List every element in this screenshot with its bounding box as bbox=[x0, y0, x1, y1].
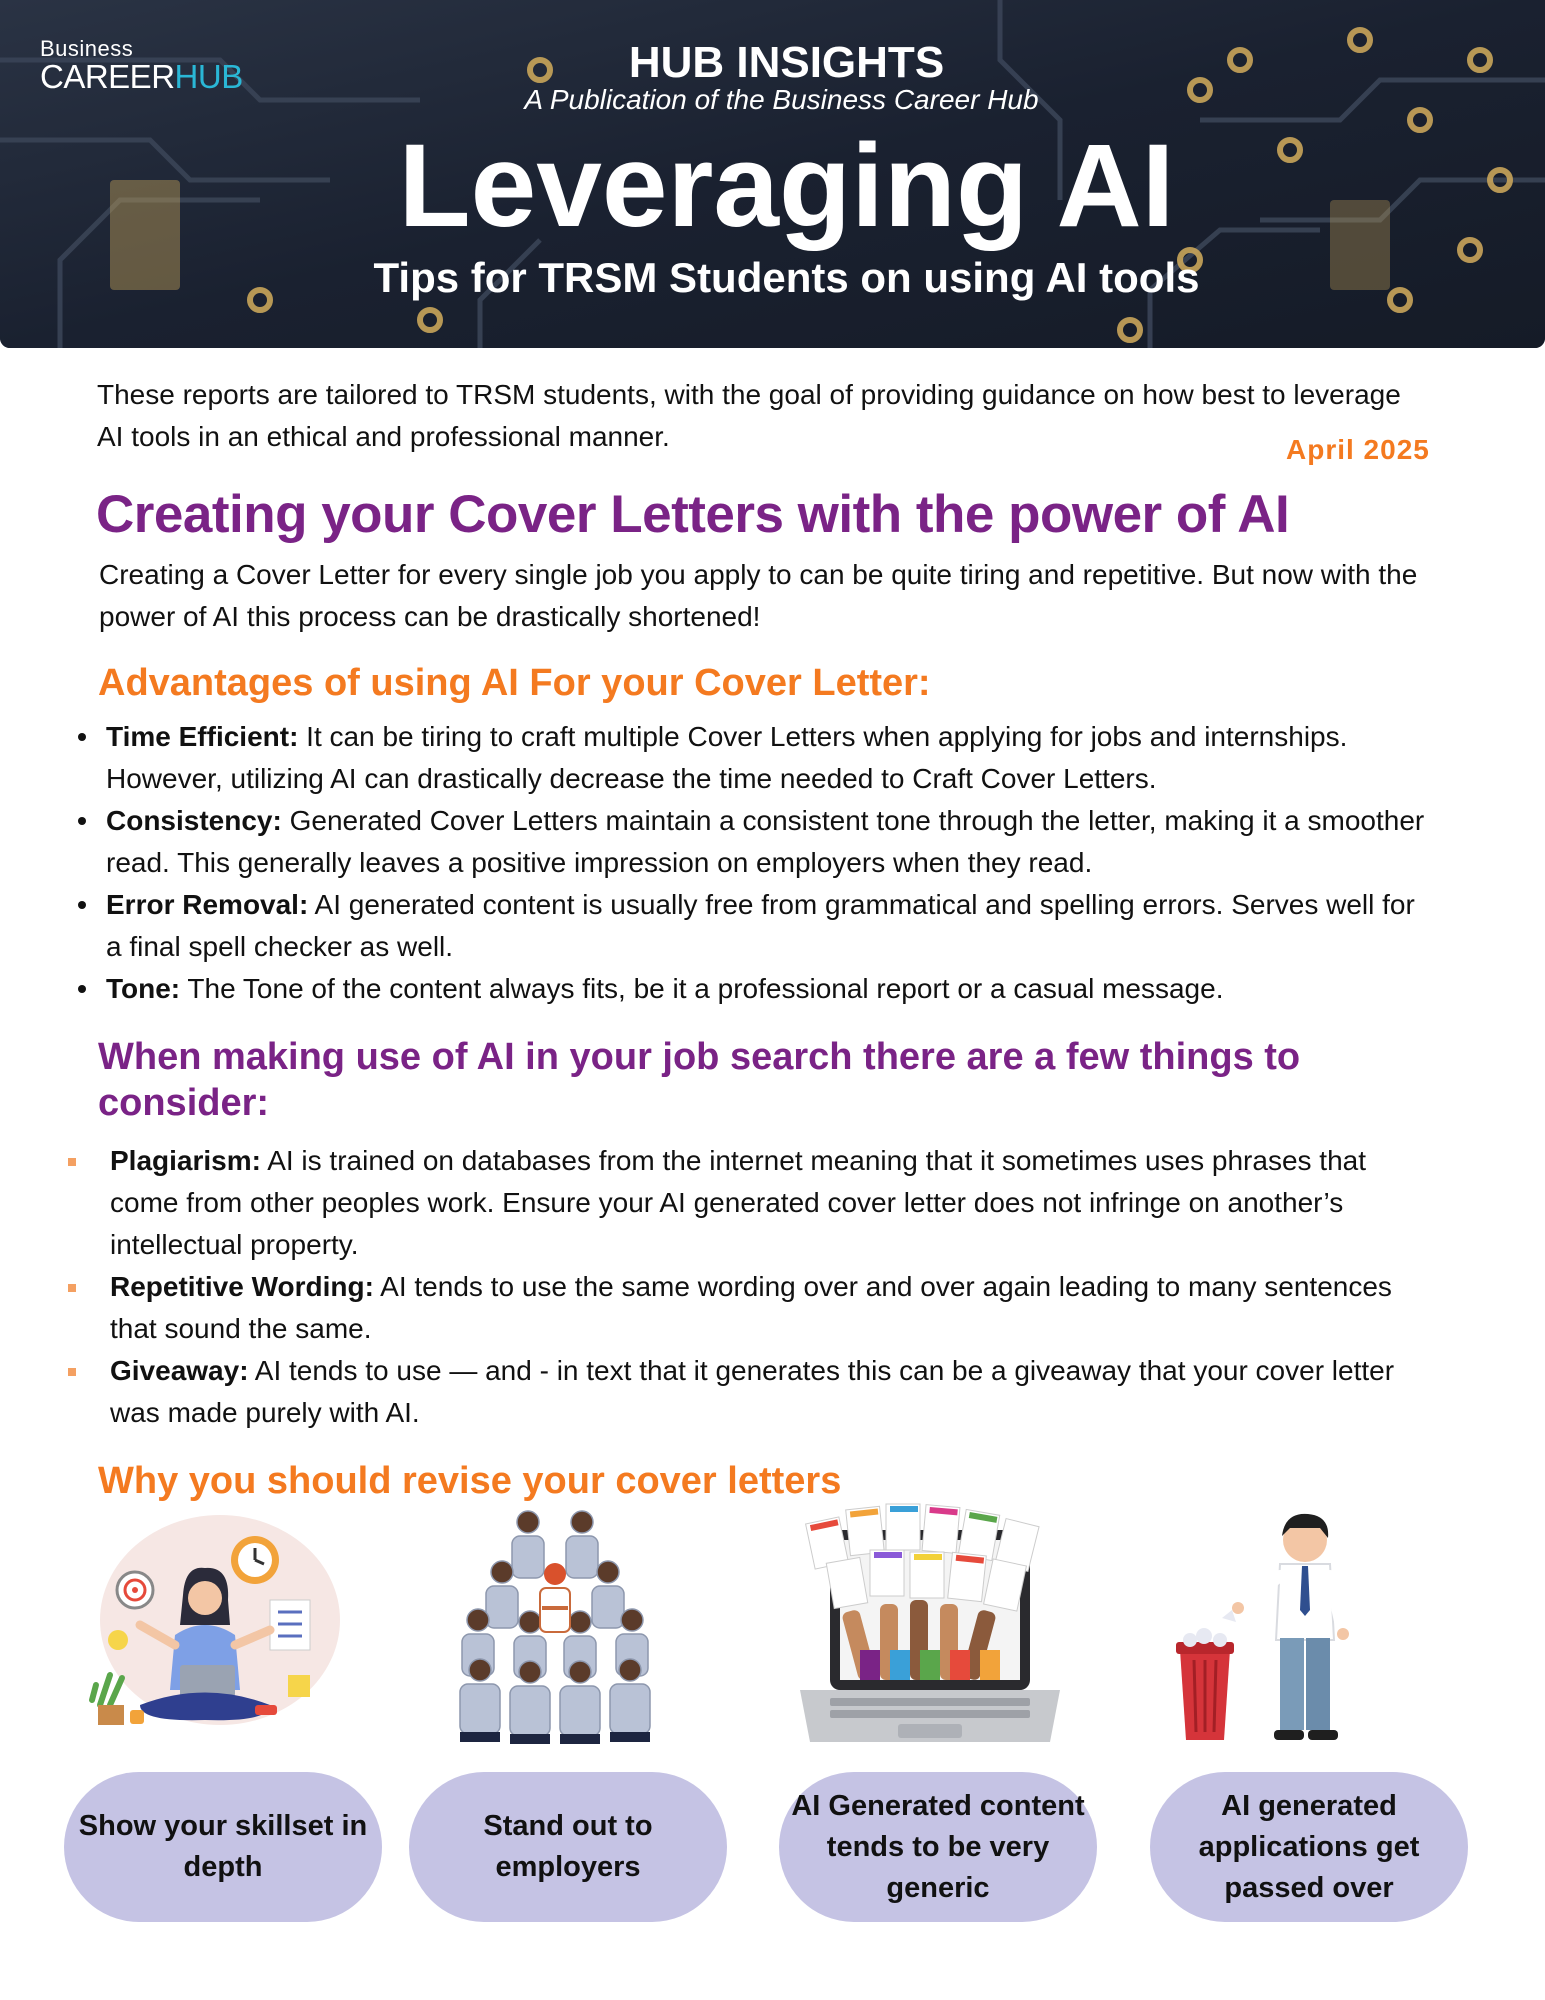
considerations-heading: When making use of AI in your job search there are a few things to consider: bbox=[98, 1036, 1301, 1124]
card-label: AI Generated content tends to be very generic bbox=[791, 1789, 1085, 1904]
item-text: AI generated content is usually free from grammatical and spelling errors. Serves well for a final spell checker as well. bbox=[106, 889, 1415, 962]
advantages-list bbox=[74, 716, 1434, 1010]
intro-paragraph: These reports are tailored to TRSM students, with the goal of providing guidance on how best to leverage AI tools in an ethical and professional manner. bbox=[97, 379, 1401, 452]
item-text: It can be tiring to craft multiple Cover Letters when applying for jobs and internships. However, utilizing AI can drastically decrease the time needed to Craft Cover Letters. bbox=[106, 721, 1348, 794]
item-text: The Tone of the content always fits, be it a professional report or a casual message. bbox=[180, 973, 1224, 1004]
square-bullet-icon bbox=[68, 1284, 76, 1292]
laptop-resumes-icon bbox=[800, 1500, 1060, 1750]
list-item bbox=[74, 968, 1434, 1010]
item-text: AI tends to use the same wording over and over again leading to many sentences that sound the same. bbox=[110, 1271, 1392, 1344]
item-text: AI is trained on databases from the internet meaning that it sometimes uses phrases that come from other peoples work. Ensure your AI generated cover letter does not infringe on another’s intellectual property. bbox=[110, 1145, 1366, 1260]
issue-date: April 2025 bbox=[1286, 434, 1430, 465]
item-term: Consistency: bbox=[106, 805, 282, 836]
item-text: AI tends to use — and - in text that it generates this can be a giveaway that your cover letter was made purely with AI. bbox=[110, 1355, 1395, 1428]
card-label: AI generated applications get passed over bbox=[1198, 1789, 1420, 1904]
brand-hub: HUB bbox=[174, 58, 243, 95]
bullet-icon bbox=[78, 817, 86, 825]
square-bullet-icon bbox=[68, 1368, 76, 1376]
revise-card-standout bbox=[409, 1772, 727, 1922]
item-term: Repetitive Wording: bbox=[110, 1271, 374, 1302]
list-item bbox=[64, 1140, 1434, 1266]
standout-crowd-icon bbox=[450, 1500, 660, 1750]
revise-card-skillset bbox=[64, 1772, 382, 1922]
multitasking-woman-icon bbox=[70, 1500, 340, 1750]
revise-card-passed-over bbox=[1150, 1772, 1468, 1922]
hub-insights-title: HUB INSIGHTS bbox=[628, 38, 945, 87]
section-heading-cover-letters: Creating your Cover Letters with the power of AI bbox=[96, 485, 1290, 544]
card-label: Show your skillset in depth bbox=[78, 1810, 368, 1883]
list-item bbox=[64, 1350, 1434, 1434]
item-text: Generated Cover Letters maintain a consistent tone through the letter, making it a smoother read. This generally leaves a positive impression on employers when they read. bbox=[106, 805, 1425, 878]
item-term: Giveaway: bbox=[110, 1355, 249, 1386]
item-term: Tone: bbox=[106, 973, 181, 1004]
brand-career: CAREER bbox=[40, 58, 175, 95]
square-bullet-icon bbox=[68, 1158, 76, 1166]
considerations-list bbox=[64, 1140, 1434, 1434]
section-paragraph: Creating a Cover Letter for every single job you apply to can be quite tiring and repetitive. But now with the power of AI this process can be drastically shortened! bbox=[99, 559, 1418, 632]
list-item bbox=[74, 884, 1434, 968]
sub-title: Tips for TRSM Students on using AI tools bbox=[373, 254, 1200, 301]
bullet-icon bbox=[78, 733, 86, 741]
brand-business: Business bbox=[40, 36, 134, 61]
item-term: Plagiarism: bbox=[110, 1145, 261, 1176]
trash-man-icon bbox=[1170, 1500, 1370, 1750]
item-term: Time Efficient: bbox=[106, 721, 299, 752]
list-item bbox=[74, 800, 1434, 884]
item-term: Error Removal: bbox=[106, 889, 309, 920]
list-item bbox=[74, 716, 1434, 800]
main-title: Leveraging AI bbox=[398, 120, 1175, 252]
card-label: Stand out to employers bbox=[483, 1810, 653, 1883]
revise-heading: Why you should revise your cover letters bbox=[98, 1460, 842, 1502]
publication-line: A Publication of the Business Career Hub bbox=[524, 84, 1039, 115]
advantages-heading: Advantages of using AI For your Cover Letter: bbox=[98, 662, 931, 704]
list-item bbox=[64, 1266, 1434, 1350]
bullet-icon bbox=[78, 901, 86, 909]
revise-card-generic bbox=[779, 1772, 1097, 1922]
bullet-icon bbox=[78, 985, 86, 993]
header-banner bbox=[0, 0, 1545, 348]
